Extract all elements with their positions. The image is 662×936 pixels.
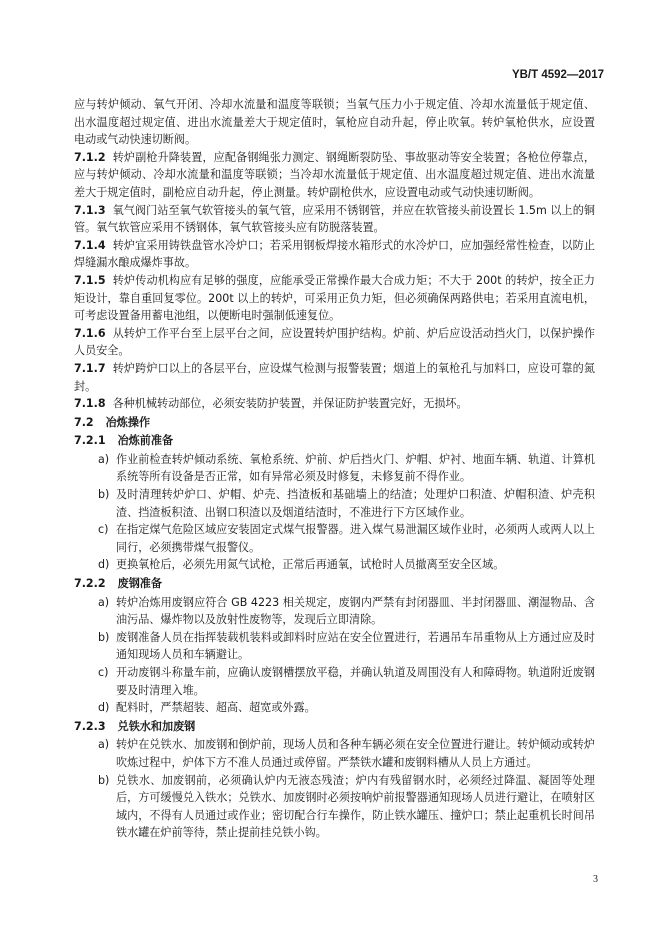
- item-text: 转炉在兑铁水、加废钢和倒炉前，现场人员和各种车辆必须在安全位置进行避让。转炉倾动或转炉吹炼过程中，炉体下方不准人员通过或停留。严禁铁水罐和废钢料槽从人员上方通过。: [116, 738, 595, 769]
- item-marker: a): [98, 738, 110, 752]
- subsection-7-2-1: [74, 432, 595, 574]
- list-item: [74, 486, 595, 521]
- clause-paragraph: [74, 272, 595, 325]
- item-marker: b): [98, 488, 110, 502]
- standard-number: YB/T 4592—2017: [511, 69, 604, 81]
- clause-paragraph: [74, 325, 595, 360]
- clause-number: 7.1.5: [74, 273, 106, 287]
- item-list: [74, 451, 595, 574]
- subsection-7-2-2: [74, 575, 595, 717]
- list-item: [74, 736, 595, 771]
- clause-text: 转炉宜采用铸铁盘管水冷炉口；若采用钢板焊接水箱形式的水冷炉口，应加强经常性检查，以防止焊缝漏水酿成爆炸事故。: [74, 238, 595, 270]
- list-item: [74, 556, 595, 574]
- clause-text: 转炉传动机构应有足够的强度，应能承受正常操作最大合成力矩；不大于 200t 的转炉，按全正力矩设计，靠自重回复零位。200t 以上的转炉，可采用正负力矩，但必须确保两路供电；若采用直流电机，可考虑设置备用蓄电池组，以便断电时强制低速复位。: [74, 273, 595, 323]
- item-marker: c): [98, 523, 109, 537]
- section-number: 7.2: [74, 415, 94, 429]
- item-text: 更换氧枪后，必须先用氮气试枪，正常后再通氧，试枪时人员撤离至安全区域。: [116, 558, 505, 572]
- clause-paragraph: [74, 149, 595, 202]
- item-marker: b): [98, 630, 110, 644]
- item-text: 废钢准备人员在指挥装载机装料或卸料时应站在安全位置进行，若遇吊车吊重物从上方通过应及时通知现场人员和车辆避让。: [116, 630, 595, 662]
- item-text: 在指定煤气危险区域应安装固定式煤气报警器。进入煤气易泄漏区域作业时，必须两人或两人以上同行，必须携带煤气报警仪。: [116, 523, 595, 554]
- clause-number: 7.1.8: [74, 397, 106, 411]
- clause-text: 氧气阀门站至氧气软管接头的氧气管，应采用不锈钢管，并应在软管接头前设置长 1.5m 以上的铜管。氧气软管应采用不锈钢体，氧气软管接头应有防脱落装置。: [74, 203, 595, 235]
- subsection-number: 7.2.2: [74, 577, 106, 591]
- continuation-paragraph: 应与转炉倾动、氧气开闭、冷却水流量和温度等联锁；当氧气压力小于规定值、冷却水流量低于规定值、出水温度超过规定值、进出水流量差大于规定值时，氧枪应自动升起，停止吹氧。转炉氧枪供水，应设置电动或气动快速切断阀。: [74, 98, 595, 147]
- item-marker: c): [98, 666, 109, 679]
- item-text: 作业前检查转炉倾动系统、氧枪系统、炉前、炉后挡火门、炉帽、炉衬、地面车辆、轨道、计算机系统等所有设备是否正常，如有异常必须及时修复，未修复前不得作业。: [116, 452, 595, 484]
- item-marker: d): [98, 701, 110, 715]
- item-marker: b): [98, 773, 110, 787]
- item-list: [74, 594, 595, 717]
- subsection-title: 兑铁水和加废钢: [117, 719, 196, 733]
- item-text: 兑铁水、加废钢前，必须确认炉内无液态残渣；炉内有残留钢水时，必须经过降温、凝固等处理后，方可缓慢兑入铁水；兑铁水、加废钢时必须按响炉前报警器通知现场人员进行避让，在喷射区域内，不得有人员通过或作业；密切配合行车操作，防止铁水罐压、撞炉口；禁止起重机长时间吊铁水罐在炉前等待，禁止提前挂兑铁小钩。: [116, 773, 595, 840]
- subsection-number: 7.2.1: [74, 434, 106, 448]
- subsection-number: 7.2.3: [74, 719, 106, 733]
- clause-text: 转炉跨炉口以上的各层平台，应设煤气检测与报警装置；烟道上的氧枪孔与加料口，应设可靠的氮封。: [74, 361, 595, 393]
- list-item: [74, 594, 595, 629]
- subsection-heading: [74, 718, 595, 736]
- clause-number: 7.1.7: [74, 361, 106, 375]
- item-text: 开动废钢斗称量车前，应确认废钢槽摆放平稳，并确认轨道及周围没有人和障碍物。轨道附近废钢要及时清理入堆。: [116, 666, 595, 697]
- clause-number: 7.1.4: [74, 238, 106, 252]
- item-marker: a): [98, 595, 110, 609]
- clause-paragraph: [74, 395, 595, 413]
- clause-paragraph: [74, 360, 595, 395]
- section-heading-7-2: [74, 414, 595, 432]
- item-list: [74, 736, 595, 842]
- subsection-7-2-3: [74, 718, 595, 842]
- clause-list: [74, 149, 595, 413]
- item-text: 配料时，严禁超装、超高、超宽或外露。: [116, 701, 316, 715]
- clause-paragraph: [74, 202, 595, 237]
- clause-text: 各种机械转动部位，必须安装防护装置，并保证防护装置完好，无损坏。: [112, 397, 468, 411]
- item-marker: a): [98, 452, 110, 466]
- list-item: [74, 629, 595, 664]
- list-item: [74, 699, 595, 717]
- list-item: [74, 451, 595, 486]
- item-text: 及时清理转炉炉口、炉帽、炉壳、挡渣板和基础墙上的结渣；处理炉口积渣、炉帽积渣、炉壳积渣、挡渣板积渣、出钢口积渣以及烟道结渣时，不准进行下方区域作业。: [116, 488, 595, 519]
- list-item: [74, 772, 595, 842]
- clause-number: 7.1.2: [74, 150, 106, 164]
- item-marker: d): [98, 558, 110, 572]
- clause-text: 转炉副枪升降装置，应配备钢绳张力测定、钢绳断裂防坠、事故驱动等安全装置；各枪位停靠点，应与转炉倾动、冷却水流量和温度等联锁；当冷却水流量低于规定值、出水温度超过规定值、进出水流量差大于规定值时，副枪应自动升起，停止测量。转炉副枪供水，应设置电动或气动快速切断阀。: [74, 150, 595, 199]
- clause-paragraph: [74, 237, 595, 272]
- section-title: 冶炼操作: [105, 415, 151, 429]
- subsection-heading: [74, 432, 595, 450]
- document-body: [74, 96, 595, 842]
- clause-number: 7.1.3: [74, 203, 106, 217]
- subsection-title: 废钢准备: [117, 577, 162, 591]
- list-item: [74, 664, 595, 699]
- subsection-heading: [74, 575, 595, 593]
- list-item: [74, 521, 595, 556]
- page-number: 3: [593, 874, 598, 885]
- subsection-title: 冶炼前准备: [117, 434, 174, 448]
- clause-number: 7.1.6: [74, 326, 106, 340]
- item-text: 转炉冶炼用废钢应符合 GB 4223 相关规定，废钢内严禁有封闭器皿、半封闭器皿、潮湿物品、含油污品、爆炸物以及放射性废物等，发现后立即清除。: [116, 595, 595, 627]
- clause-text: 从转炉工作平台至上层平台之间，应设置转炉围护结构。炉前、炉后应设活动挡火门，以保护操作人员安全。: [74, 326, 595, 358]
